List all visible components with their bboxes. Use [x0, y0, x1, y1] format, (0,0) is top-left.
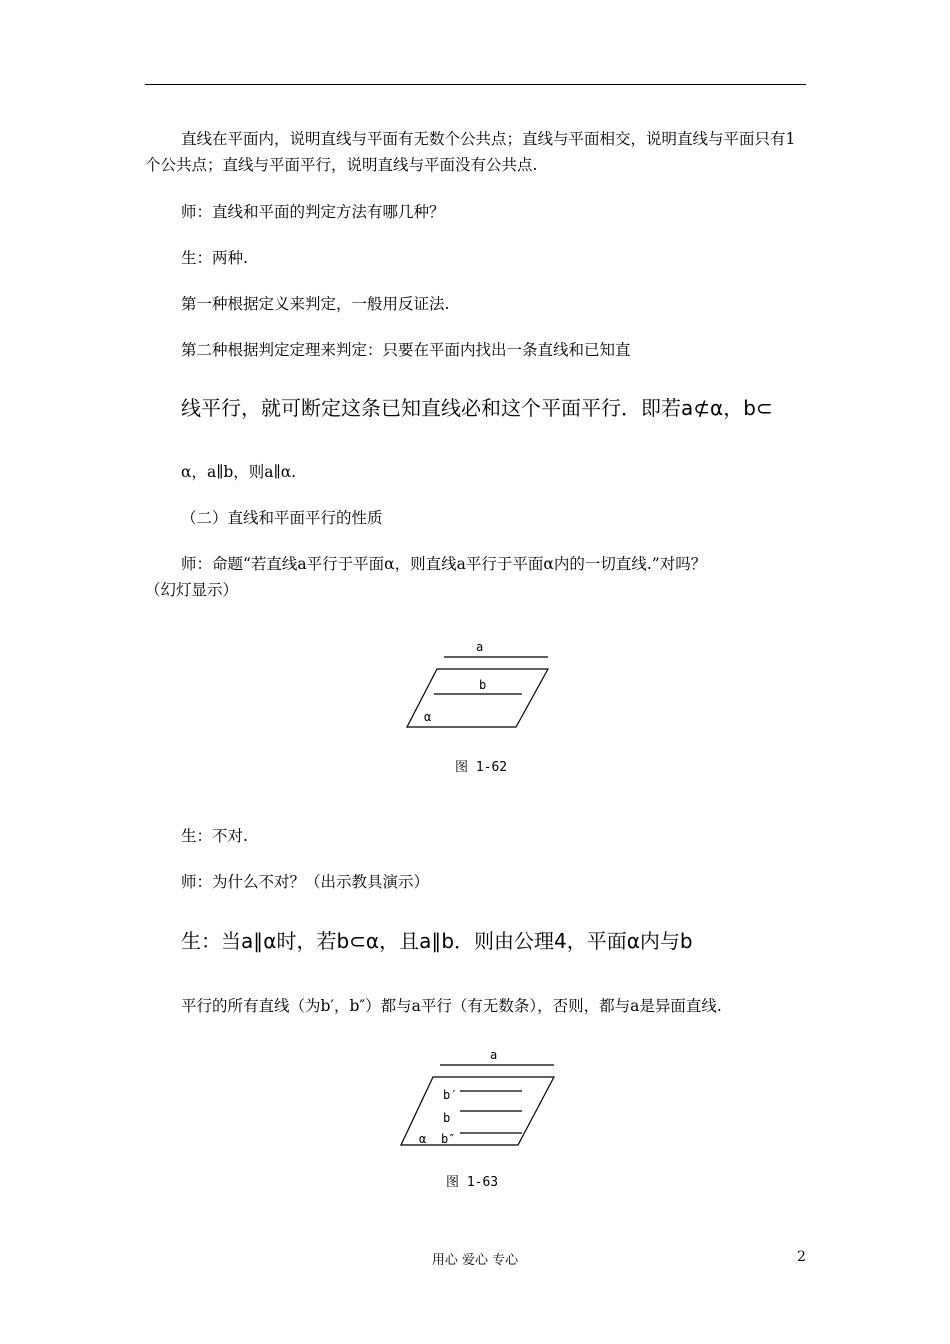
plane-alpha: [407, 669, 548, 727]
paragraph-1: 直线在平面内，说明直线与平面有无数个公共点；直线与平面相交，说明直线与平面只有1个公共点；直线与平面平行，说明直线与平面没有公共点.: [145, 130, 796, 174]
paragraph-9-line-2: （幻灯显示）: [145, 581, 239, 599]
paragraph-4: 第一种根据定义来判定，一般用反证法.: [181, 295, 450, 313]
paragraph-5: 第二种根据判定定理来判定：只要在平面内找出一条直线和已知直: [181, 341, 631, 359]
figure-1-62-caption: 图 1-62: [455, 760, 508, 775]
label-b: b: [479, 678, 487, 692]
paragraph-10: 生：不对.: [181, 827, 248, 845]
paragraph-13: 平行的所有直线（为b′，b″）都与a平行（有无数条），否则，都与a是异面直线.: [181, 997, 722, 1015]
label-alpha: α: [419, 1132, 427, 1146]
label-b-double-prime: b″: [441, 1132, 456, 1146]
paragraph-7: α，a∥b，则a∥α.: [181, 463, 297, 481]
label-a: a: [476, 640, 484, 654]
label-a: a: [490, 1048, 498, 1062]
label-b-prime: b′: [443, 1088, 458, 1102]
paragraph-6: 线平行，就可断定这条已知直线必和这个平面平行．即若a⊄α，b⊂: [181, 396, 773, 420]
header-rule: [145, 84, 806, 85]
paragraph-2: 师：直线和平面的判定方法有哪几种？: [181, 203, 445, 221]
paragraph-12: 生：当a∥α时，若b⊂α，且a∥b．则由公理4，平面α内与b: [181, 929, 693, 953]
section-heading: （二）直线和平面平行的性质: [181, 509, 383, 527]
paragraph-3: 生：两种.: [181, 249, 248, 267]
label-b: b: [443, 1111, 451, 1125]
figure-1-63-caption: 图 1-63: [446, 1175, 499, 1190]
page-footer: 用心 爱心 专心: [431, 1253, 519, 1268]
label-alpha: α: [424, 710, 432, 724]
paragraph-9-line-1: 师：命题“若直线a平行于平面α，则直线a平行于平面α内的一切直线.”对吗？: [181, 555, 707, 573]
page-number: 2: [797, 1249, 806, 1265]
paragraph-11: 师：为什么不对？（出示教具演示）: [181, 873, 430, 891]
plane-alpha: [401, 1077, 554, 1145]
